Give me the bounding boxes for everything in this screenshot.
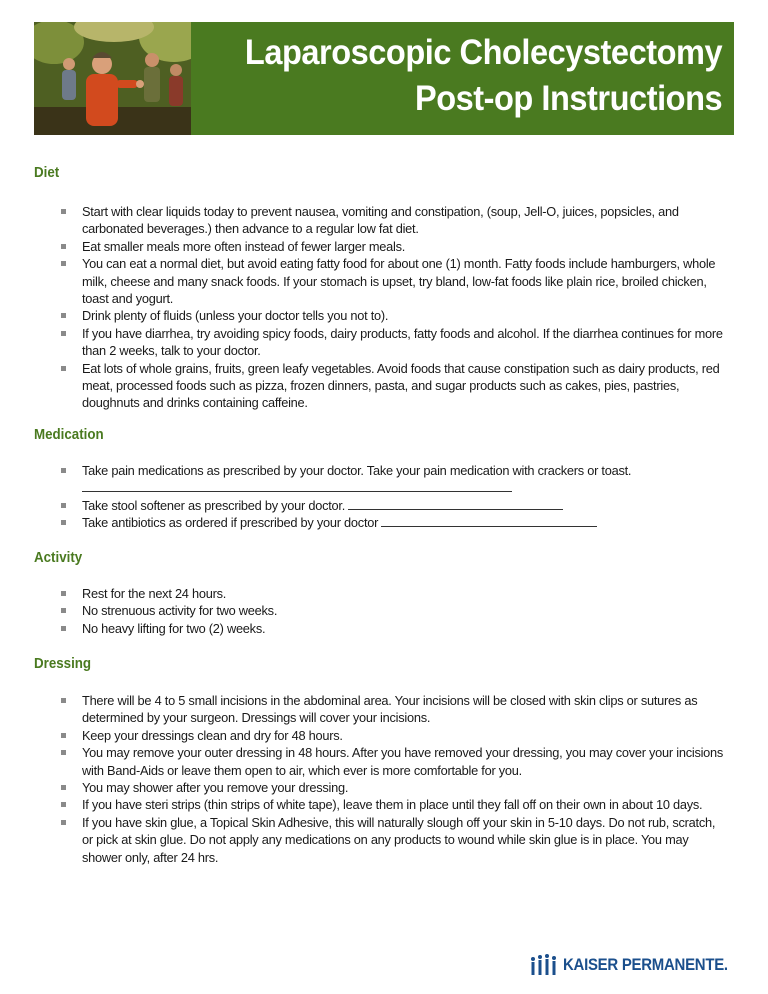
activity-list	[34, 585, 724, 637]
fill-in-blank[interactable]	[381, 514, 597, 527]
bullet-icon	[61, 503, 66, 508]
bullet-icon	[61, 591, 66, 596]
list-item: If you have diarrhea, try avoiding spicy foods, dairy products, fatty foods and alcohol. If the diarrhea continues for more than 2 weeks, talk to your doctor.	[34, 325, 724, 360]
bullet-icon	[61, 750, 66, 755]
kaiser-permanente-logo	[529, 953, 750, 977]
title-line-1: Laparoscopic Cholecystectomy	[244, 33, 722, 72]
list-item: Keep your dressings clean and dry for 48 hours.	[34, 727, 724, 744]
list-item: You may remove your outer dressing in 48 hours. After you have removed your dressing, you may cover your incisions with Band-Aids or leave them open to air, which ever is more comfortable for you.	[34, 744, 724, 779]
medication-heading: Medication	[34, 427, 104, 443]
medication-section	[34, 427, 724, 531]
bullet-icon	[61, 785, 66, 790]
medication-list	[34, 462, 724, 532]
list-item: Take antibiotics as ordered if prescribed by your doctor	[34, 514, 724, 531]
bullet-icon	[61, 261, 66, 266]
header-banner	[34, 22, 734, 135]
list-item: You may shower after you remove your dressing.	[34, 779, 724, 796]
bullet-icon	[61, 313, 66, 318]
bullet-icon	[61, 626, 66, 631]
list-item: There will be 4 to 5 small incisions in the abdominal area. Your incisions will be closed with skin clips or sutures as determined by your surgeon. Dressings will cover your incisions.	[34, 692, 724, 727]
bullet-icon	[61, 608, 66, 613]
activity-section	[34, 550, 724, 636]
activity-heading: Activity	[34, 550, 83, 566]
page-title	[245, 30, 722, 122]
bullet-icon	[61, 209, 66, 214]
bullet-icon	[61, 331, 66, 336]
dressing-list	[34, 692, 724, 866]
list-item: If you have skin glue, a Topical Skin Adhesive, this will naturally slough off your skin in 5-10 days. Do not rub, scratch, or pick at skin glue. Do not apply any medications on any products to wound while skin glue is in place. You may shower only, after 24 hrs.	[34, 814, 724, 866]
bullet-icon	[61, 520, 66, 525]
list-item: You can eat a normal diet, but avoid eating fatty food for about one (1) month. Fatty foods include hamburgers, whole milk, cheese and many snack foods. If your stomach is upset, try bland, low-fat foods like plain rice, broiled chicken, toast and yogurt.	[34, 255, 724, 307]
fill-in-blank[interactable]	[82, 479, 512, 492]
bullet-icon	[61, 733, 66, 738]
bullet-icon	[61, 244, 66, 249]
list-item: Take stool softener as prescribed by your doctor.	[34, 497, 724, 514]
bullet-icon	[61, 698, 66, 703]
hikers-illustration	[34, 22, 191, 135]
list-item: If you have steri strips (thin strips of white tape), leave them in place until they fall off on their own in about 10 days.	[34, 796, 724, 813]
dressing-section	[34, 656, 724, 865]
list-item: No heavy lifting for two (2) weeks.	[34, 620, 724, 637]
list-item: Rest for the next 24 hours.	[34, 585, 724, 602]
logo-wordmark: KAISER PERMANENTE.	[562, 955, 728, 974]
list-item: Eat smaller meals more often instead of fewer larger meals.	[34, 238, 724, 255]
people-symbol-icon	[529, 953, 559, 977]
list-item: Take pain medications as prescribed by your doctor. Take your pain medication with crackers or toast.	[34, 462, 724, 497]
list-item: Start with clear liquids today to prevent nausea, vomiting and constipation, (soup, Jell-O, juices, popsicles, and carbonated beverages.) then advance to a regular low fat diet.	[34, 203, 724, 238]
bullet-icon	[61, 802, 66, 807]
bullet-icon	[61, 468, 66, 473]
list-item: Eat lots of whole grains, fruits, green leafy vegetables. Avoid foods that cause constipation such as dairy products, red meat, processed foods such as pizza, frozen dinners, pasta, and sugar products such as cakes, pies, pastries, doughnuts and drinks containing caffeine.	[34, 360, 724, 412]
title-line-2: Post-op Instructions	[414, 79, 722, 118]
diet-section	[34, 165, 724, 411]
dressing-heading: Dressing	[34, 656, 92, 672]
bullet-icon	[61, 820, 66, 825]
list-item: Drink plenty of fluids (unless your doctor tells you not to).	[34, 307, 724, 324]
fill-in-blank[interactable]	[348, 497, 563, 510]
list-item: No strenuous activity for two weeks.	[34, 602, 724, 619]
diet-heading: Diet	[34, 165, 60, 181]
diet-list	[34, 203, 724, 412]
bullet-icon	[61, 366, 66, 371]
hikers-photo	[34, 22, 191, 135]
